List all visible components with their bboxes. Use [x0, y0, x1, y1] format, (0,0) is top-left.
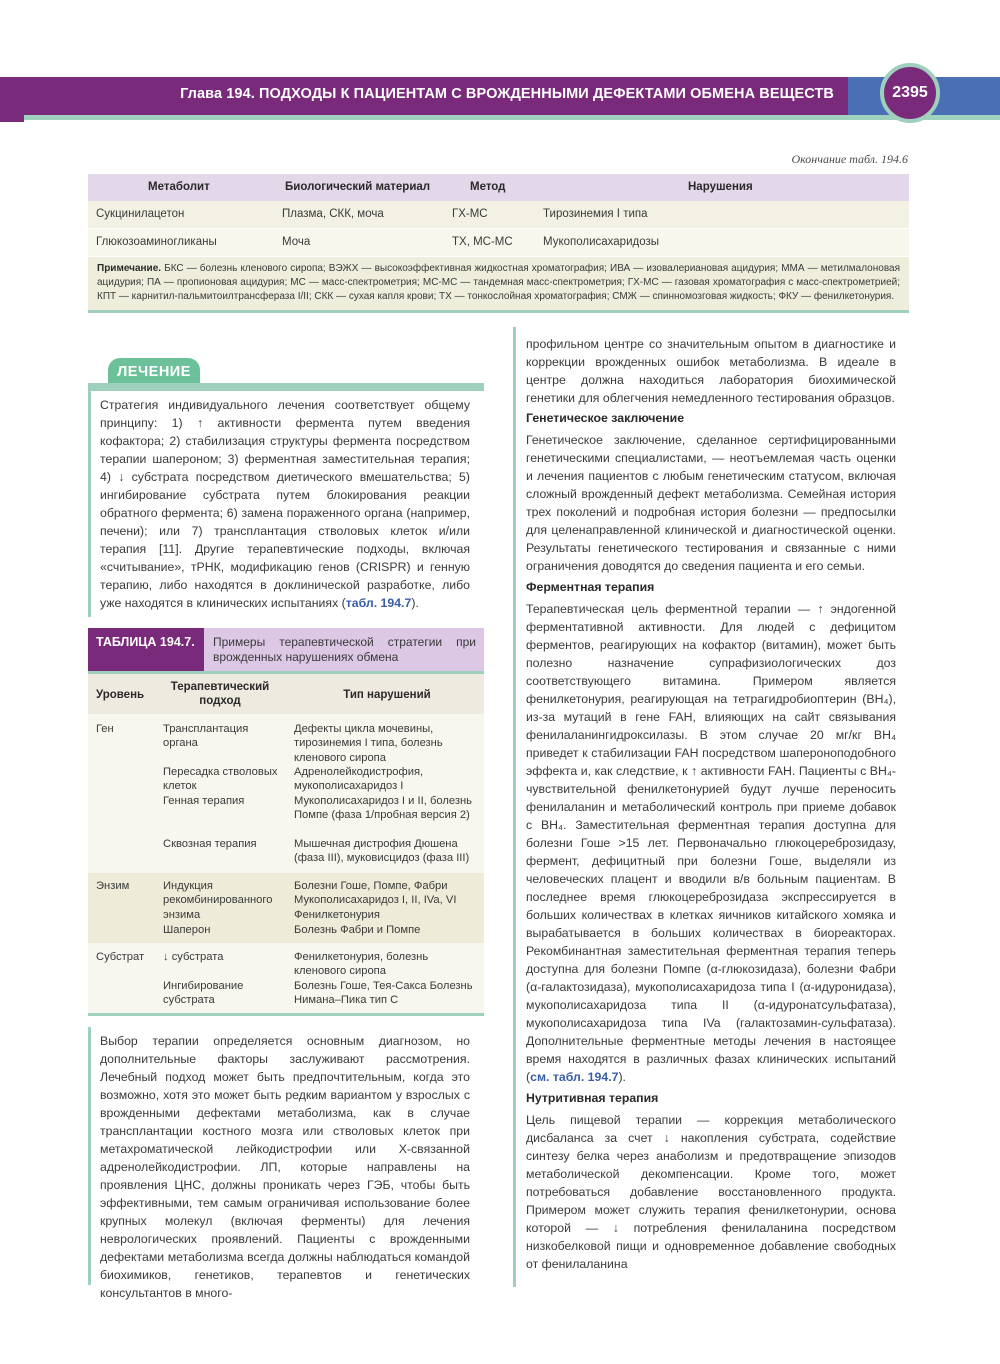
group-level: Субстрат: [96, 951, 145, 963]
col-header-level: Уровень: [96, 689, 145, 701]
paragraph: Генетическое заключение, сделанное сертифицированными генетическими специалистами, — неотъемлемая часть оценки и лечения пациентов с любым генетическим статусом, включая сложный врожденный дефект метаболизма. Семейная история трех поколений и подробная история болезни — предпосылки для целенаправленной клинической и диагностической оценки. Результаты генетического тестирования и связанные с ними ограничения доводятся до сведения пациента и его семьи.: [526, 433, 896, 573]
cell-disorders: Болезнь Гоше, Тея-Сакса Болезнь Нимана–Пика тип С: [294, 980, 473, 1007]
group-level: Энзим: [96, 880, 130, 892]
chapter-title: Глава 194. ПОДХОДЫ К ПАЦИЕНТАМ С ВРОЖДЕННЫМИ ДЕФЕКТАМИ ОБМЕНА ВЕЩЕСТВ: [180, 86, 834, 102]
paragraph: Цель пищевой терапии — коррекция метаболического дисбаланса за счет ↓ накопления субстрата, содействие синтезу белка через анаболизм и предотвращение эпизодов метаболической декомпенсации. Кроме того, может потребоваться добавление восстановленного продукта. Примером может служить терапия фенилкетонурии, основа которой — ↓ потребления фенилаланина посредством низкобелковой пищи и одновременное добавление свободных от фенилаланина: [526, 1113, 896, 1271]
table-header-row: [88, 674, 484, 714]
table-reference-link[interactable]: см. табл. 194.7: [530, 1070, 619, 1084]
cell-approach: Сквозная терапия: [163, 838, 257, 850]
col-header-metabolite: Метаболит: [148, 181, 210, 193]
section-divider: [88, 383, 484, 391]
col-header-method: Метод: [470, 181, 506, 193]
cell-material: Моча: [282, 236, 311, 248]
cell-disorders: Болезни Гоше, Помпе, Фабри Мукополисахаридоз I, II, IVa, VI Фенилкетонурия: [294, 880, 457, 921]
table-continuation-note: Окончание табл. 194.6: [791, 152, 908, 166]
cell-disorders: Мукополисахаридоз I и II, болезнь Помпе (фаза 1/пробная версия 2): [294, 795, 472, 822]
cell-disorders: Адренолейкодистрофия, мукополисахаридоз I: [294, 766, 424, 793]
table-row: [88, 201, 909, 229]
cell-disorders: Дефекты цикла мочевины, тирозинемия I типа, болезнь кленового сиропа: [294, 723, 443, 764]
cell-approach: ↓ субстрата: [163, 951, 224, 963]
cell-disorder: Тирозинемия I типа: [543, 208, 648, 220]
table-label: ТАБЛИЦА 194.7.: [88, 628, 204, 671]
table-header-row: [88, 174, 909, 201]
subheading-genetic: Генетическое заключение: [526, 411, 685, 425]
subheading-enzyme: Ферментная терапия: [526, 580, 655, 594]
cell-approach: Трансплантация органа: [163, 723, 249, 750]
chapter-header: [24, 77, 848, 120]
cell-method: ТХ, МС-МС: [452, 236, 513, 248]
paragraph: [526, 600, 896, 1086]
table-194-6: [88, 174, 909, 313]
col-header-approach: Терапевтический подход: [170, 681, 270, 707]
cell-material: Плазма, СКК, моча: [282, 208, 384, 220]
cell-approach: Генная терапия: [163, 795, 245, 807]
section-tab-treatment: ЛЕЧЕНИЕ: [108, 358, 200, 385]
cell-method: ГХ-МС: [452, 208, 488, 220]
table-note: [88, 257, 909, 313]
cell-approach: Пересадка стволовых клеток: [163, 766, 278, 793]
cell-disorder: Мукополисахаридозы: [543, 236, 660, 248]
header-left-accent: [0, 77, 24, 122]
table-reference-link[interactable]: табл. 194.7: [345, 596, 412, 610]
cell-disorders: Мышечная дистрофия Дюшена (фаза III), муковисцидоз (фаза III): [294, 838, 470, 865]
note-text: БКС — болезнь кленового сиропа; ВЭЖХ — высокоэффективная жидкостная хроматография; ИВА — изовалериановая ацидурия; ММА — метилмалоновая ацидурия; ПА — пропионовая ацидурия; МС — масс-спектрометрия; МС-МС — тандемная масс-спектрометрия; ГХ-МС — газовая хроматография с масс-спектрометрией; КПТ — карнитил-пальмитоилтрансфераза I/II; СКК — сухая капля крови; ТХ — тонкослойная хроматография; СМЖ — спинномозговая жидкость; ФКУ — фенилкетонурия.: [97, 263, 900, 302]
cell-disorders: Болезнь Фабри и Помпе: [294, 924, 421, 936]
right-column: [526, 335, 896, 1273]
col-header-disorders: Тип нарушений: [343, 689, 431, 701]
table-bottom-border: [88, 1013, 484, 1016]
table-caption: Примеры терапевтической стратегии при врожденных нарушениях обмена: [204, 628, 484, 671]
cell-approach: Шаперон: [163, 924, 211, 936]
cell-metabolite: Глюкозоаминогликаны: [96, 236, 217, 248]
note-label: Примечание.: [97, 263, 162, 274]
page-number: 2395: [880, 63, 940, 123]
right-margin-bar: [513, 327, 516, 1287]
cell-disorders: Фенилкетонурия, болезнь кленового сиропа: [294, 951, 429, 978]
subheading-nutrition: Нутритивная терапия: [526, 1091, 659, 1105]
table-group-enzyme: [88, 873, 484, 943]
col-header-material: Биологический материал: [285, 181, 431, 193]
treatment-text: [100, 396, 470, 612]
table-row: [88, 229, 909, 257]
therapy-choice-text: Выбор терапии определяется основным диагнозом, но дополнительные факторы заслуживают рассмотрения. Лечебный подход может быть предпочтительным, когда это возможно, хотя это может быть редким вариантом у взрослых с врожденными дефектами метаболизма, как в случае трансплантации костного мозга или стволовых клеток при метахроматической лейкодистрофии или Х-связанной адренолейкодистрофии. ЛП, которые направлены на проявления ЦНС, должны проникать через ГЭБ, чтобы быть эффективными, тем самым ограничивая использование более крупных молекул (включая ферменты) для лечения неврологических проявлений. Пациенты с врожденными дефектами метаболизма всегда должны наблюдаться командой биохимиков, генетиков, терапевтов и генетических консультантов в много-: [100, 1034, 470, 1300]
group-level: Ген: [96, 723, 114, 735]
table-group-gene: [88, 714, 484, 873]
table-group-substrate: [88, 943, 484, 1013]
cell-approach: Индукция рекомбинированного энзима: [163, 880, 273, 921]
cell-approach: Ингибирование субстрата: [163, 980, 244, 1007]
col-header-disorders: Нарушения: [688, 181, 753, 193]
treatment-body: Стратегия индивидуального лечения соответствует общему принципу: 1) ↑ активности фермента путем введения кофактора; 2) стабилизация структуры фермента посредством терапии шапероном; 3) ферментная заместительная терапия; 4) ↓ субстрата посредством диетического вмешательства; 5) ингибирование субстрата путем блокирования реакции обратного фермента; 6) замена пораженного органа (например, печени); или 7) трансплантация стволовых клеток и/или терапия [11]. Другие терапевтические подходы, включая «считывание», тРНК, модификацию генов (CRISPR) и генную терапию, либо находятся в доклинической разработке, либо уже находятся в клинических испытаниях (: [100, 398, 470, 610]
cell-metabolite: Сукцинилацетон: [96, 208, 185, 220]
treatment-end: ).: [411, 596, 419, 610]
paragraph: профильном центре со значительным опытом в диагностике и коррекции врожденных ошибок метаболизма. В идеале в центре должна находиться лаборатория биохимической генетики для облегчения немедленного тестирования образцов.: [526, 337, 896, 405]
left-margin-bar: [88, 1027, 91, 1285]
enzyme-end: ).: [618, 1070, 626, 1084]
enzyme-body: Терапевтическая цель ферментной терапии — ↑ эндогенной ферментативной активности. Для людей с дефицитом ферментов, реагирующих на кофактор (витамин), может быть полезно назначение супрафизиологических доз соответствующего витамина. Примером является фенилкетонурия, реагирующая на тетрагидробиоптерин (BH₄), из-за мутаций в гене FAH, влияющих на сайт связывания фенилаланингидроксилазы. В этом случае 20 мг/кг BH₄ приведет к стабилизации FAH посредством шапероноподобного эффекта и, как следствие, к ↑ активности FAH. Пациенты с BH₄-чувствительной фенилкетонурией будут лучше переносить фенилаланин и метаболический контроль при приеме добавок с BH₄. Заместительная ферментная терапия доступна для болезни Гоше >15 лет. Первоначально глюкоцереброзидазу, фермент, дефицитный при болезни Гоше, выделяли из человеческих плацент и вводили в/в больным пациентам. В последнее время глюкоцереброзидаза экспрессируется в больших количествах в клетках яичников китайского хомяка и вырабатывается в больших количествах в биореакторах. Рекомбинантная заместительная ферментная терапия теперь доступна для болезни Помпе (α-глюкозидаза), болезни Фабри (α-галактозидаза), мукополисахаридоза типа I (α-идуронидаза), мукополисахаридоза типа II (α-идуронатсульфатаза), мукополисахаридоза типа IVa (галактозамин-сульфатаза). Дополнительные ферментные методы лечения в настоящее время находятся в различных фазах клинических испытаний (: [526, 602, 896, 1084]
